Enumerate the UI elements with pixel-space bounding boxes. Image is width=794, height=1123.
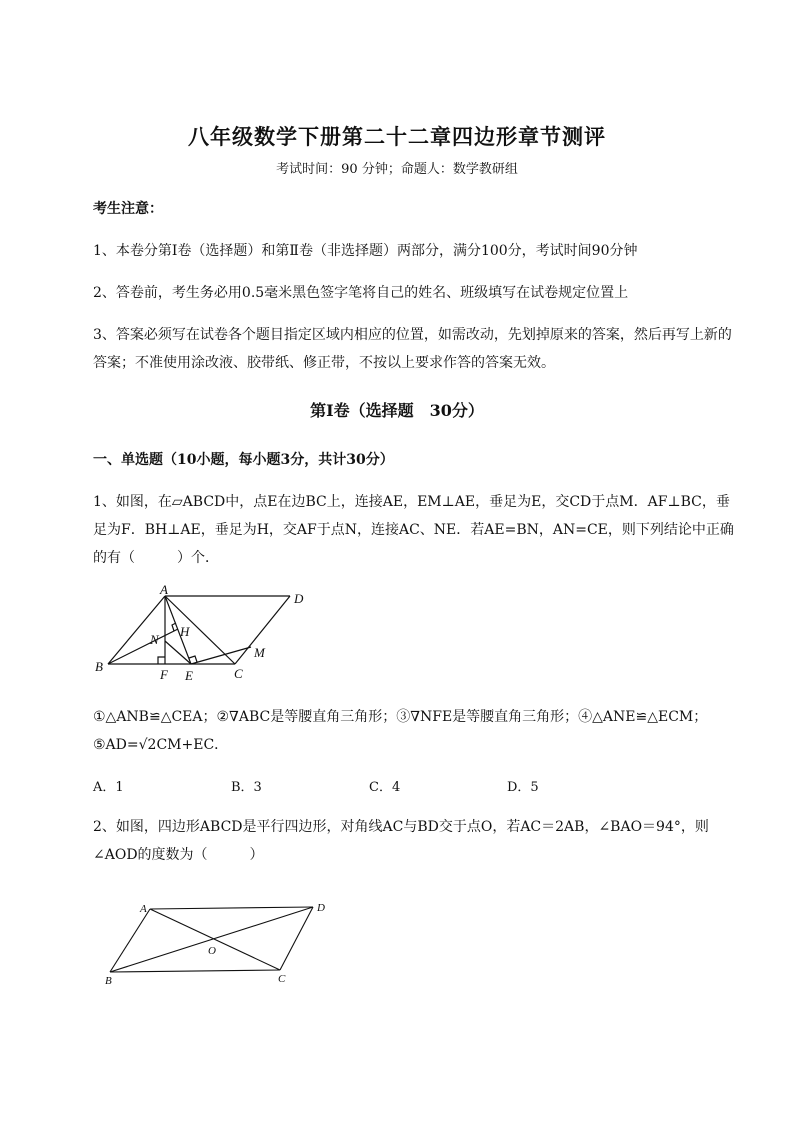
fig1-label-H: H bbox=[180, 624, 190, 639]
notice-item-2: 2、答卷前，考生务必用0.5毫米黑色签字笔将自己的姓名、班级填写在试卷规定位置上 bbox=[93, 285, 629, 301]
fig2-label-A: A bbox=[140, 903, 147, 915]
question-1-stem: 1、如图，在▱ABCD中，点E在边BC上，连接AE，EM⊥AE，垂足为E，交CD于点M．AF⊥BC，垂足为F．BH⊥AE，垂足为H，交AF于点N，连接AC、NE．若AE=BN，AN=CE，则下列结论中正确的有（ ）个． bbox=[93, 494, 734, 566]
fig2-line-AC bbox=[150, 909, 280, 970]
fig1-line-BH bbox=[108, 629, 178, 664]
question-2-figure bbox=[98, 896, 338, 990]
fig2-line-BC bbox=[110, 970, 280, 972]
question-1-option-d[interactable]: D．5 bbox=[507, 780, 539, 795]
fig1-label-E: E bbox=[185, 668, 193, 683]
notice-item-1: 1、本卷分第Ⅰ卷（选择题）和第Ⅱ卷（非选择题）两部分，满分100分，考试时间90分钟 bbox=[93, 243, 638, 259]
fig2-label-B: B bbox=[105, 975, 112, 987]
fig1-label-B: B bbox=[95, 659, 103, 674]
question-1-statements: ①△ANB≌△CEA；②∇ABC是等腰直角三角形；③∇NFE是等腰直角三角形；④△ANE≌△ECM；⑤AD=√2CM+EC． bbox=[93, 709, 708, 753]
fig2-line-BD bbox=[110, 907, 313, 972]
fig1-label-M: M bbox=[254, 645, 265, 660]
fig1-line-AB bbox=[108, 596, 165, 664]
fig1-label-F: F bbox=[160, 667, 168, 682]
question-1-option-b[interactable]: B．3 bbox=[231, 780, 262, 795]
section-title: 第Ⅰ卷（选择题 30分） bbox=[310, 401, 484, 420]
part-heading: 一、单选题（10小题，每小题3分，共计30分） bbox=[93, 452, 394, 468]
question-2-stem: 2、如图，四边形ABCD是平行四边形，对角线AC与BD交于点O，若AC＝2AB，∠BAO＝94°，则∠AOD的度数为（ ） bbox=[93, 819, 709, 863]
fig2-line-AD bbox=[150, 907, 313, 909]
fig2-label-D: D bbox=[317, 902, 325, 914]
fig1-right-angle-F bbox=[158, 657, 165, 664]
question-1-figure bbox=[88, 584, 328, 688]
fig1-label-C: C bbox=[234, 666, 243, 681]
fig1-label-D: D bbox=[294, 591, 304, 606]
fig2-label-O: O bbox=[208, 945, 216, 957]
notice-item-3: 3、答案必须写在试卷各个题目指定区域内相应的位置，如需改动，先划掉原来的答案，然后再写上新的答案；不准使用涂改液、胶带纸、修正带，不按以上要求作答的答案无效。 bbox=[93, 327, 732, 371]
page-title: 八年级数学下册第二十二章四边形章节测评 bbox=[188, 124, 606, 149]
fig2-line-AB bbox=[110, 909, 150, 972]
fig2-label-C: C bbox=[278, 973, 286, 985]
question-1-option-c[interactable]: C．4 bbox=[369, 780, 401, 795]
notice-heading: 考生注意： bbox=[93, 201, 163, 217]
fig1-label-N: N bbox=[150, 632, 159, 647]
question-1-option-a[interactable]: A．1 bbox=[93, 780, 124, 795]
fig1-label-A: A bbox=[160, 584, 168, 597]
exam-info: 考试时间：90 分钟；命题人：数学教研组 bbox=[276, 162, 518, 177]
